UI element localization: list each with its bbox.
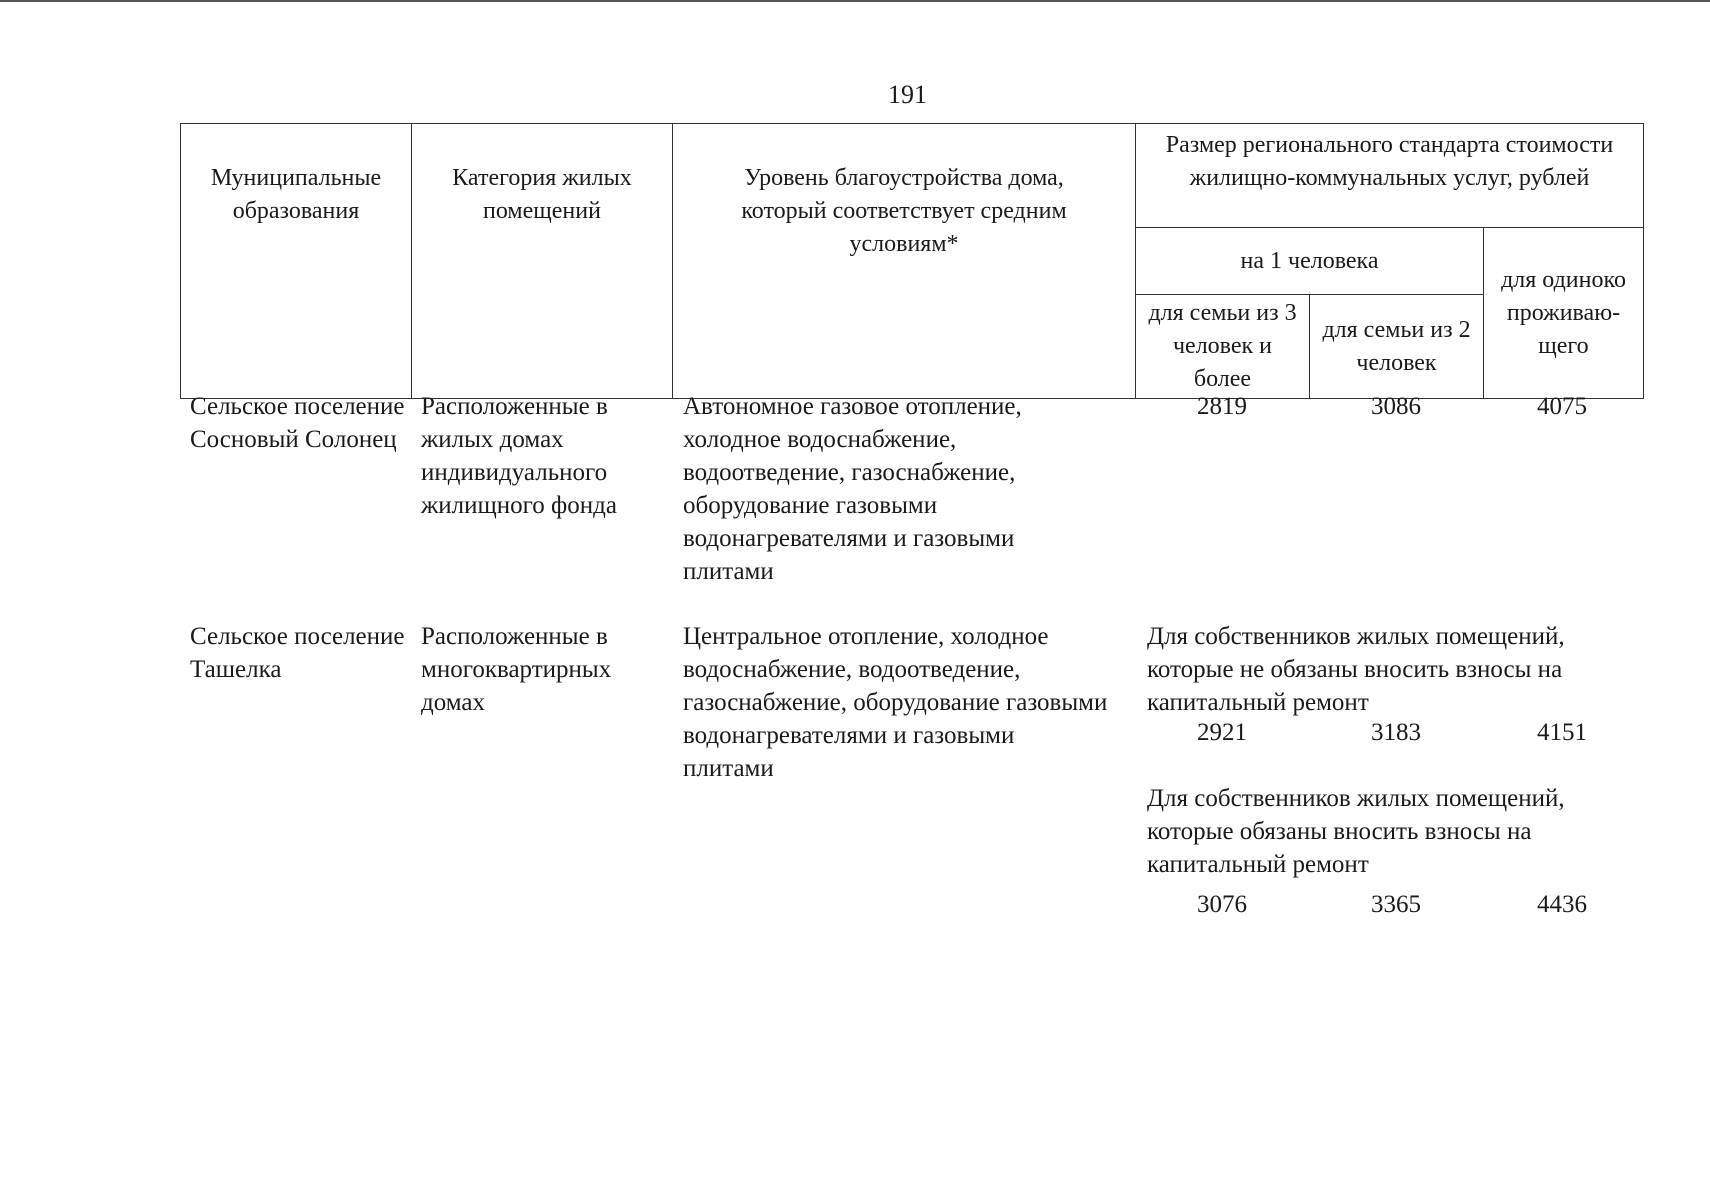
- row1-municipality: Сельское поселение Сосновый Солонец: [190, 393, 405, 453]
- table-header: [180, 123, 1644, 399]
- row2-group2-value-family3: 3076: [1197, 891, 1247, 918]
- header-single: для одиноко проживаю-щего: [1484, 228, 1644, 399]
- header-family-3: для семьи из 3 человек и более: [1136, 295, 1310, 399]
- header-category: Категория жилых помещений: [412, 124, 673, 399]
- row2-note-2: Для собственников жилых помещений, которые обязаны вносить взносы на капитальный ремонт: [1147, 785, 1565, 878]
- row1-category: Расположенные в жилых домах индивидуального жилищного фонда: [421, 393, 617, 519]
- page-number: 191: [888, 80, 927, 109]
- row2-group1-value-single: 4151: [1537, 719, 1587, 746]
- row1-level: Автономное газовое отопление, холодное водоснабжение, водоотведение, газоснабжение, оборудование газовыми водонагревателями и газовыми плитами: [683, 393, 1022, 585]
- page-top-border: [0, 0, 1710, 2]
- header-level: Уровень благоустройства дома, который соответствует средним условиям*: [673, 124, 1136, 399]
- row2-note-1: Для собственников жилых помещений, которые не обязаны вносить взносы на капитальный ремонт: [1147, 623, 1565, 716]
- header-municipalities: Муниципальные образования: [181, 124, 412, 399]
- row2-group2-value-single: 4436: [1537, 891, 1587, 918]
- row1-value-family3: 2819: [1197, 393, 1247, 420]
- header-per-person: на 1 человека: [1136, 228, 1484, 295]
- row2-municipality: Сельское поселение Ташелка: [190, 623, 405, 683]
- row2-group1-value-family2: 3183: [1371, 719, 1421, 746]
- row2-category: Расположенные в многоквартирных домах: [421, 623, 612, 716]
- row2-group2-value-family2: 3365: [1371, 891, 1421, 918]
- row1-value-single: 4075: [1537, 393, 1587, 420]
- row2-level: Центральное отопление, холодное водоснабжение, водоотведение, газоснабжение, оборудование газовыми водонагревателями и газовыми плитами: [683, 623, 1108, 782]
- header-family-2: для семьи из 2 человек: [1310, 295, 1484, 399]
- row1-value-family2: 3086: [1371, 393, 1421, 420]
- row2-group1-value-family3: 2921: [1197, 719, 1247, 746]
- header-standard-size: Размер регионального стандарта стоимости жилищно-коммунальных услуг, рублей: [1136, 124, 1644, 228]
